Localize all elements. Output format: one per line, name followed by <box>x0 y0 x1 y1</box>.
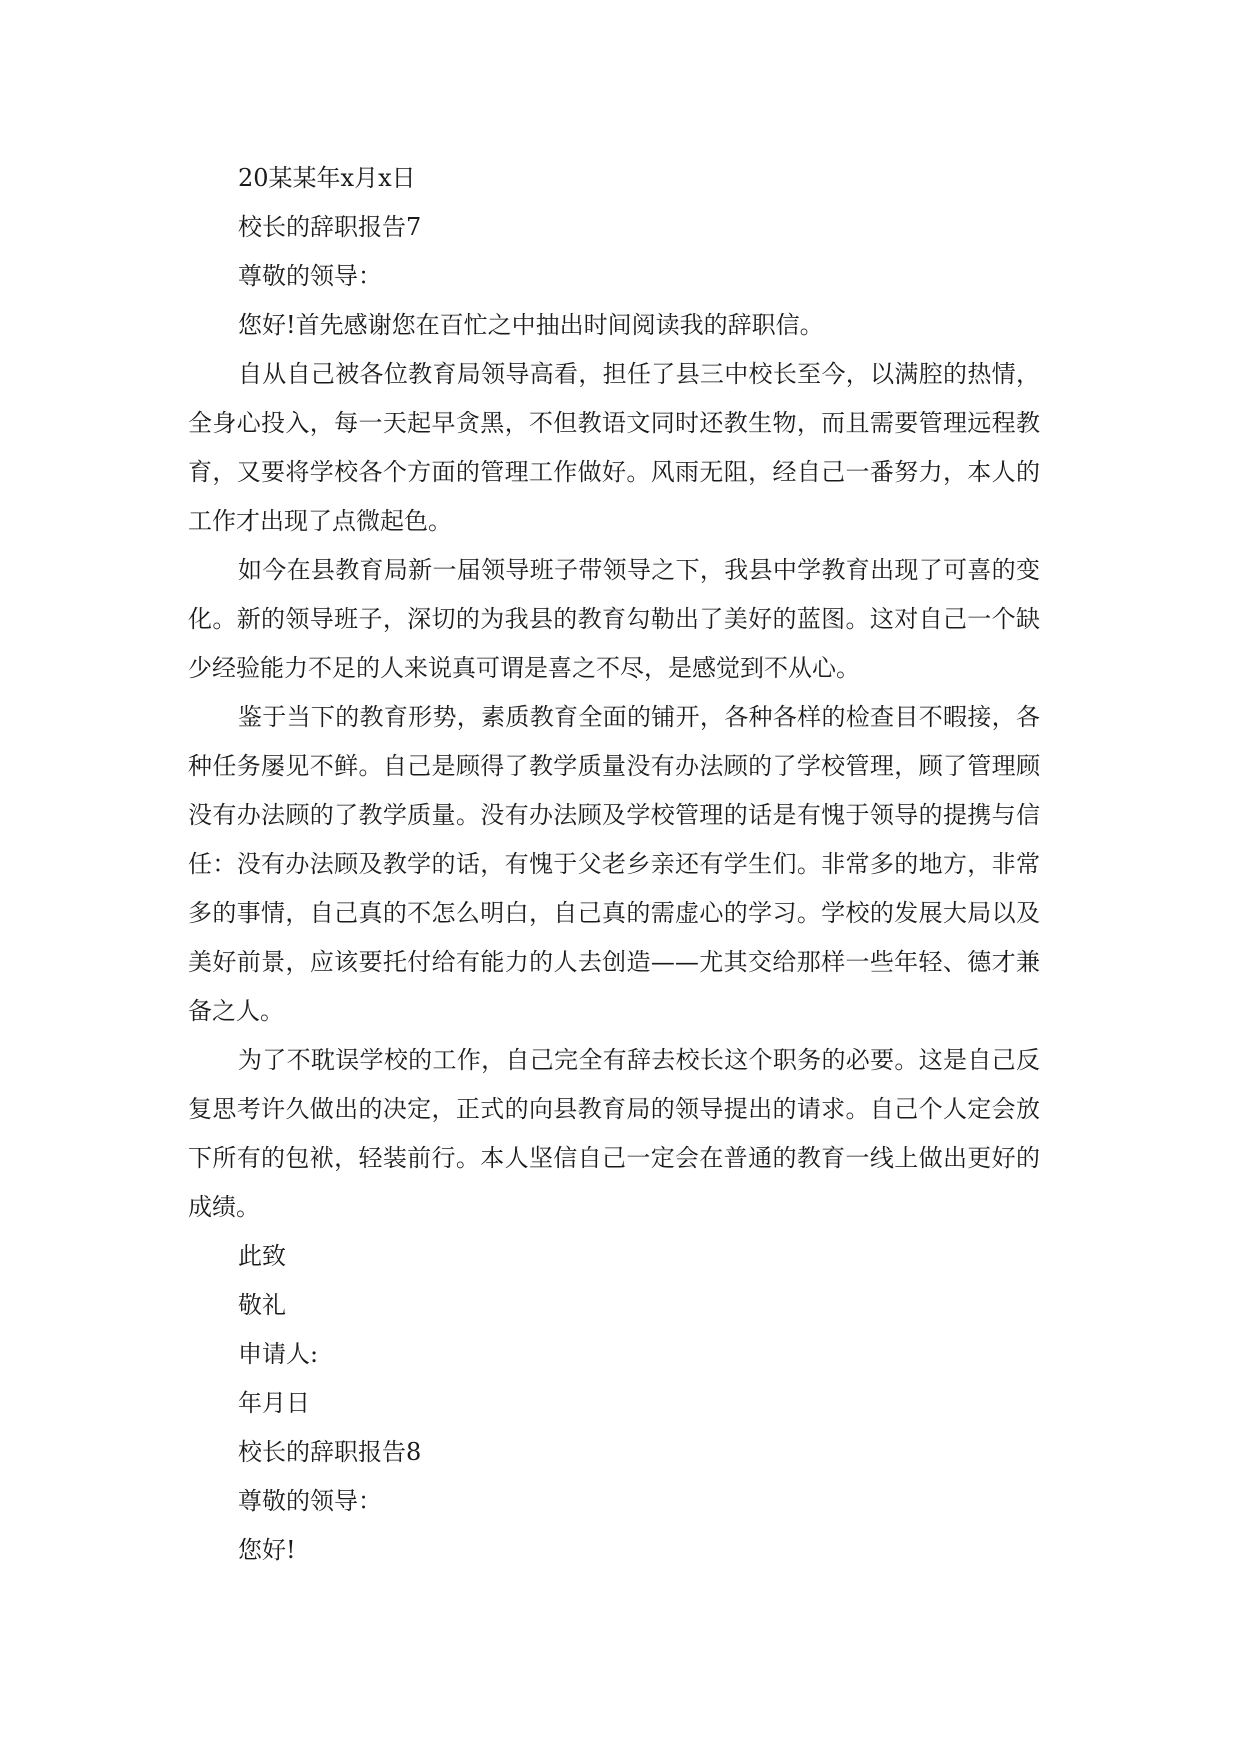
salutation: 尊敬的领导： <box>238 262 382 290</box>
letter-date: 20某某年x月x日 <box>238 164 416 192</box>
body-paragraph: 自从自己被各位教育局领导高看，担任了县三中校长至今，以满腔的热情，全身心投入，每一天起早贪黑，不但教语文同时还教生物，而且需要管理远程教育，又要将学校各个方面的管理工作做好。风雨无阻，经自己一番努力，本人的工作才出现了点微起色。 <box>188 360 1040 535</box>
salutation-2: 尊敬的领导： <box>238 1487 382 1515</box>
body-paragraph: 鉴于当下的教育形势，素质教育全面的铺开，各种各样的检查目不暇接，各种任务屡见不鲜。自己是顾得了教学质量没有办法顾的了学校管理，顾了管理顾没有办法顾的了教学质量。没有办法顾及学校管理的话是有愧于领导的提携与信任：没有办法顾及教学的话，有愧于父老乡亲还有学生们。非常多的地方，非常多的事情，自己真的不怎么明白，自己真的需虚心的学习。学校的发展大局以及美好前景，应该要托付给有能力的人去创造——尤其交给那样一些年轻、德才兼备之人。 <box>188 703 1040 1025</box>
closing-line-2: 敬礼 <box>238 1291 286 1319</box>
greeting-2: 您好! <box>238 1536 296 1564</box>
body-paragraph: 如今在县教育局新一届领导班子带领导之下，我县中学教育出现了可喜的变化。新的领导班子，深切的为我县的教育勾勒出了美好的蓝图。这对自己一个缺少经验能力不足的人来说真可谓是喜之不尽，是感觉到不从心。 <box>188 556 1040 682</box>
body-paragraph: 为了不耽误学校的工作，自己完全有辞去校长这个职务的必要。这是自己反复思考许久做出的决定，正式的向县教育局的领导提出的请求。自己个人定会放下所有的包袱，轻装前行。本人坚信自己一定会在普通的教育一线上做出更好的成绩。 <box>188 1046 1040 1221</box>
document-body <box>188 154 1040 1575</box>
closing-line-1: 此致 <box>238 1242 286 1270</box>
report-7-title: 校长的辞职报告7 <box>238 213 422 241</box>
report-8-title: 校长的辞职报告8 <box>238 1438 422 1466</box>
greeting: 您好!首先感谢您在百忙之中抽出时间阅读我的辞职信。 <box>238 311 824 339</box>
applicant-label: 申请人: <box>238 1340 319 1368</box>
signature-date: 年月日 <box>238 1389 310 1417</box>
